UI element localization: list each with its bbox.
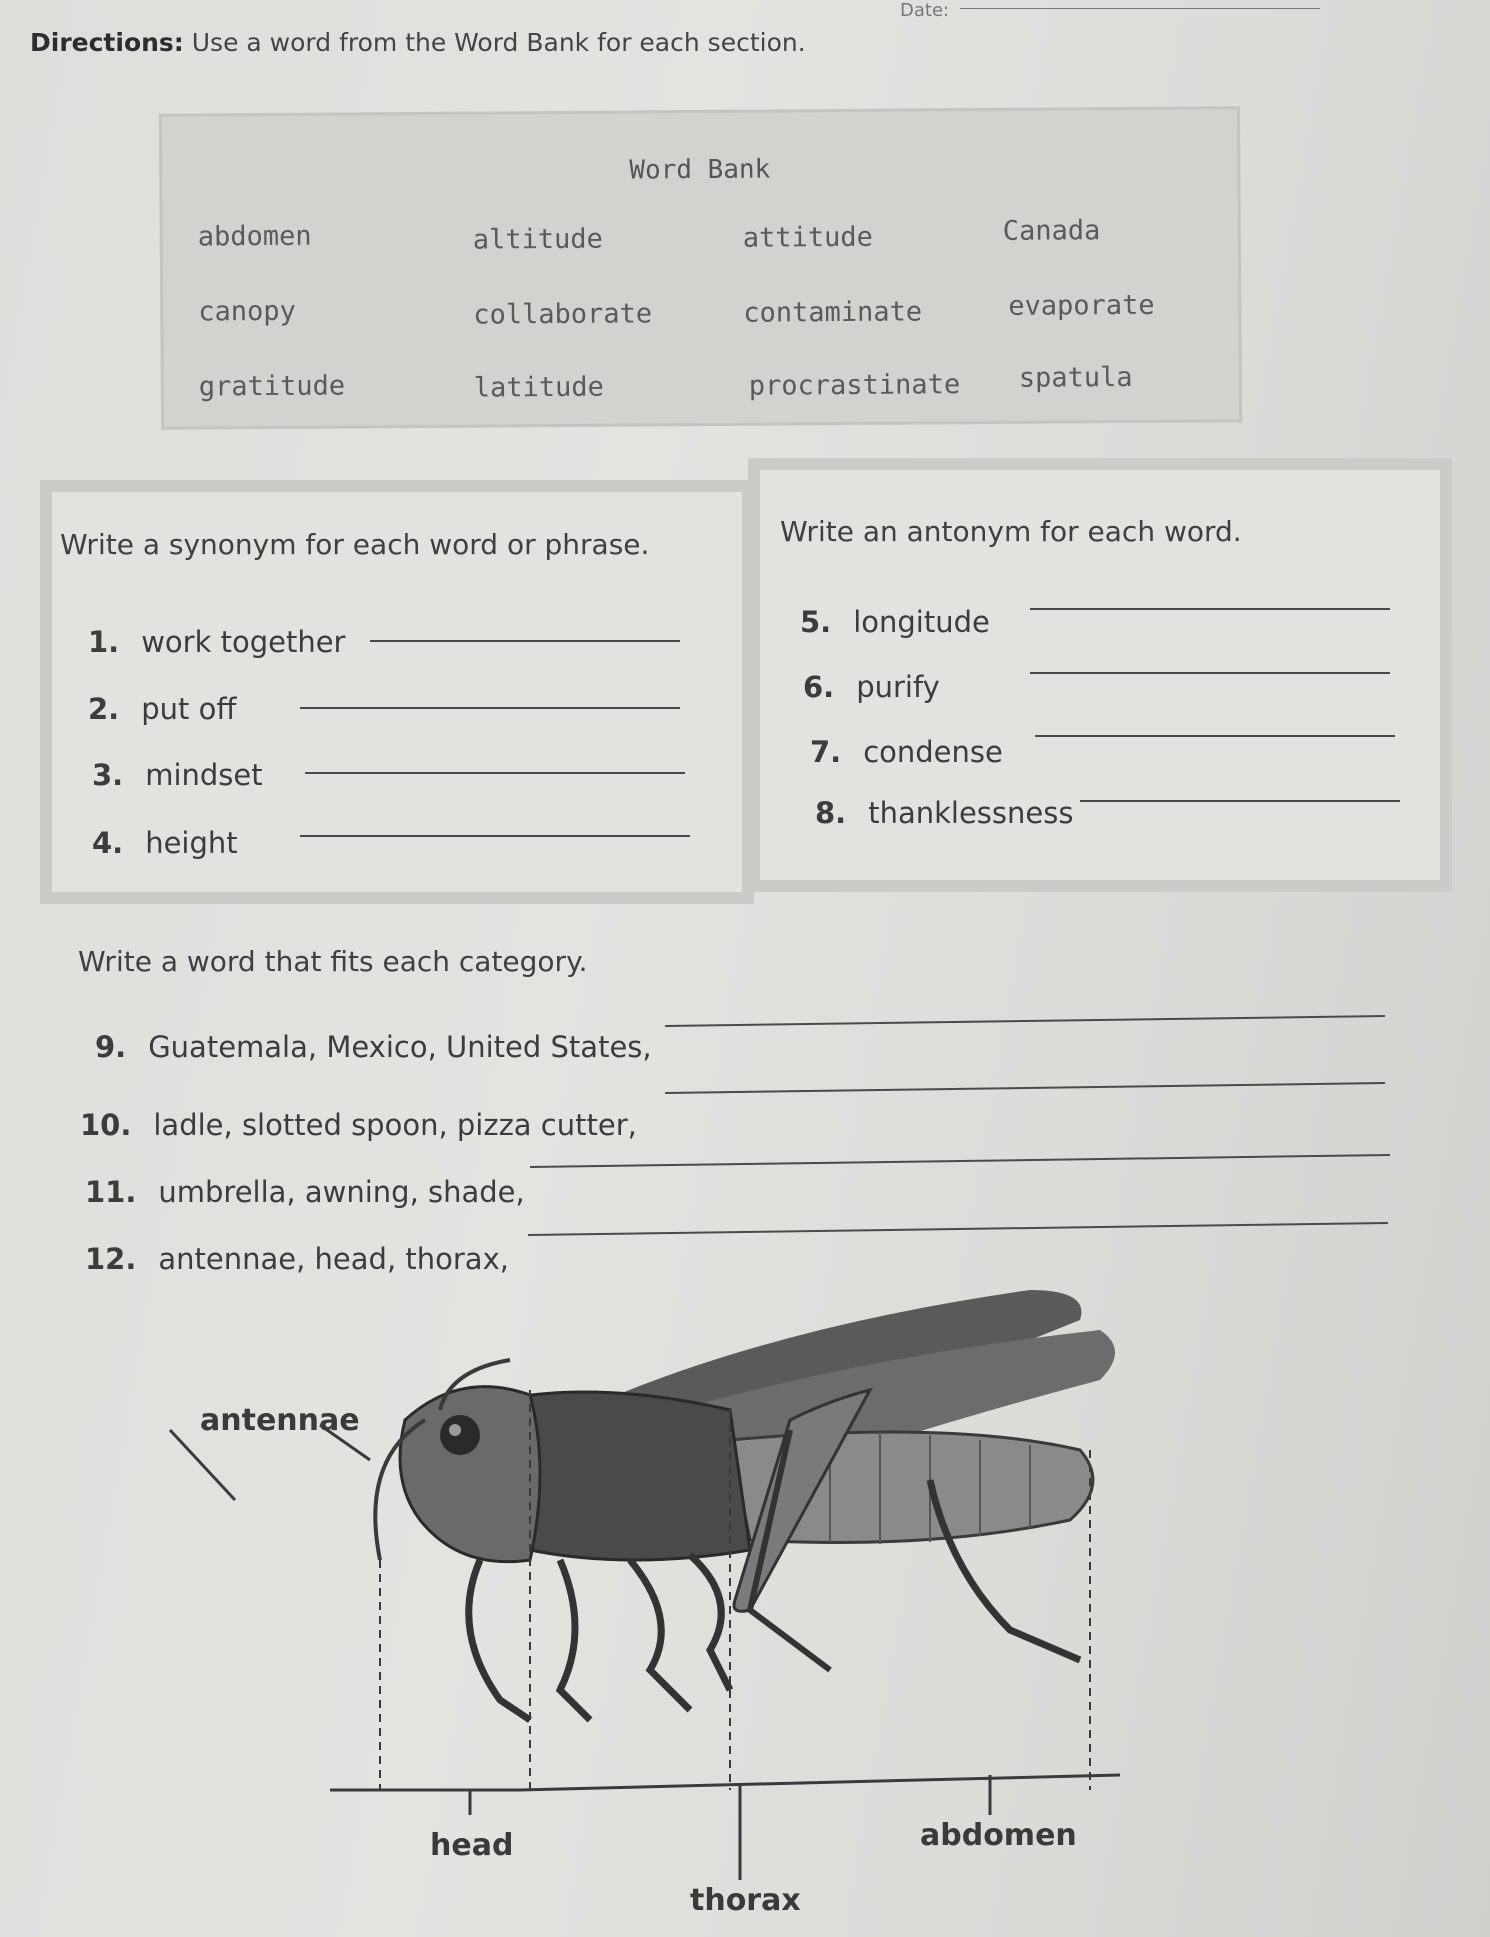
- date-line[interactable]: [960, 8, 1320, 9]
- grasshopper-head: [400, 1387, 540, 1562]
- item-number: 5.: [800, 605, 832, 639]
- grasshopper-illustration: [200, 1270, 1130, 1920]
- directions-text: Use a word from the Word Bank for each section.: [191, 28, 806, 57]
- item-number: 11.: [85, 1175, 137, 1209]
- synonym-item-4: [92, 826, 238, 860]
- category-heading: Write a word that fits each category.: [78, 945, 588, 978]
- item-text: ladle, slotted spoon, pizza cutter,: [153, 1108, 637, 1142]
- directions: [30, 28, 806, 57]
- item-number: 3.: [92, 758, 124, 792]
- item-text: height: [145, 826, 238, 860]
- word-bank-word: evaporate: [1008, 289, 1155, 322]
- item-number: 8.: [815, 796, 847, 830]
- antonym-item-7: [810, 735, 1003, 769]
- word-bank-word: contaminate: [743, 296, 923, 329]
- word-bank-word: procrastinate: [748, 369, 961, 402]
- directions-label: Directions:: [30, 28, 184, 57]
- category-item-11: [85, 1175, 525, 1209]
- synonym-heading: Write a synonym for each word or phrase.: [60, 528, 650, 561]
- antonym-item-6: [803, 670, 940, 704]
- word-bank-word: abdomen: [197, 220, 312, 253]
- item-text: Guatemala, Mexico, United States,: [148, 1030, 652, 1064]
- item-number: 12.: [85, 1242, 137, 1276]
- answer-blank-1[interactable]: [370, 640, 680, 642]
- answer-blank-8[interactable]: [1080, 800, 1400, 802]
- grasshopper-eye: [440, 1415, 480, 1455]
- answer-blank-11[interactable]: [530, 1154, 1390, 1168]
- word-bank-word: Canada: [1002, 215, 1101, 247]
- word-bank-word: canopy: [198, 295, 296, 328]
- item-text: thanklessness: [868, 796, 1074, 830]
- answer-blank-6[interactable]: [1030, 672, 1390, 674]
- item-text: put off: [141, 692, 237, 726]
- antonym-item-8: [815, 796, 1073, 830]
- synonym-item-1: [88, 625, 345, 659]
- item-text: antennae, head, thorax,: [158, 1242, 509, 1276]
- grasshopper-leg: [469, 1560, 530, 1720]
- item-number: 4.: [92, 826, 124, 860]
- answer-blank-2[interactable]: [300, 707, 680, 709]
- word-bank: [159, 106, 1242, 430]
- answer-blank-12[interactable]: [528, 1222, 1388, 1236]
- synonym-item-2: [88, 692, 236, 726]
- antennae-label: antennae: [200, 1403, 360, 1438]
- synonym-item-3: [92, 758, 263, 792]
- head-label: head: [430, 1828, 514, 1863]
- category-item-9: [95, 1030, 652, 1064]
- word-bank-word: gratitude: [198, 370, 346, 403]
- item-text: work together: [141, 625, 346, 659]
- word-bank-word: latitude: [473, 371, 604, 404]
- word-bank-title: Word Bank: [629, 154, 771, 186]
- item-text: mindset: [145, 758, 263, 792]
- antonym-item-5: [800, 605, 990, 639]
- item-text: condense: [863, 735, 1003, 769]
- abdomen-label: abdomen: [920, 1818, 1077, 1853]
- word-bank-word: attitude: [742, 221, 873, 254]
- item-text: umbrella, awning, shade,: [158, 1175, 525, 1209]
- item-number: 10.: [80, 1108, 132, 1142]
- word-bank-word: altitude: [472, 223, 603, 256]
- item-number: 7.: [810, 735, 842, 769]
- item-number: 9.: [95, 1030, 127, 1064]
- item-number: 1.: [88, 625, 120, 659]
- answer-blank-3[interactable]: [305, 772, 685, 774]
- thorax-label: thorax: [690, 1883, 801, 1918]
- item-text: longitude: [853, 605, 990, 639]
- date-label: Date:: [900, 0, 950, 21]
- answer-blank-5[interactable]: [1030, 608, 1390, 610]
- word-bank-word: collaborate: [473, 298, 653, 331]
- answer-blank-9[interactable]: [665, 1015, 1385, 1027]
- item-text: purify: [856, 670, 940, 704]
- item-number: 6.: [803, 670, 835, 704]
- answer-blank-7[interactable]: [1035, 735, 1395, 737]
- answer-blank-10[interactable]: [665, 1082, 1385, 1094]
- category-item-10: [80, 1108, 637, 1142]
- item-number: 2.: [88, 692, 120, 726]
- answer-blank-4[interactable]: [300, 835, 690, 837]
- word-bank-word: spatula: [1018, 361, 1133, 394]
- antonym-heading: Write an antonym for each word.: [780, 515, 1242, 548]
